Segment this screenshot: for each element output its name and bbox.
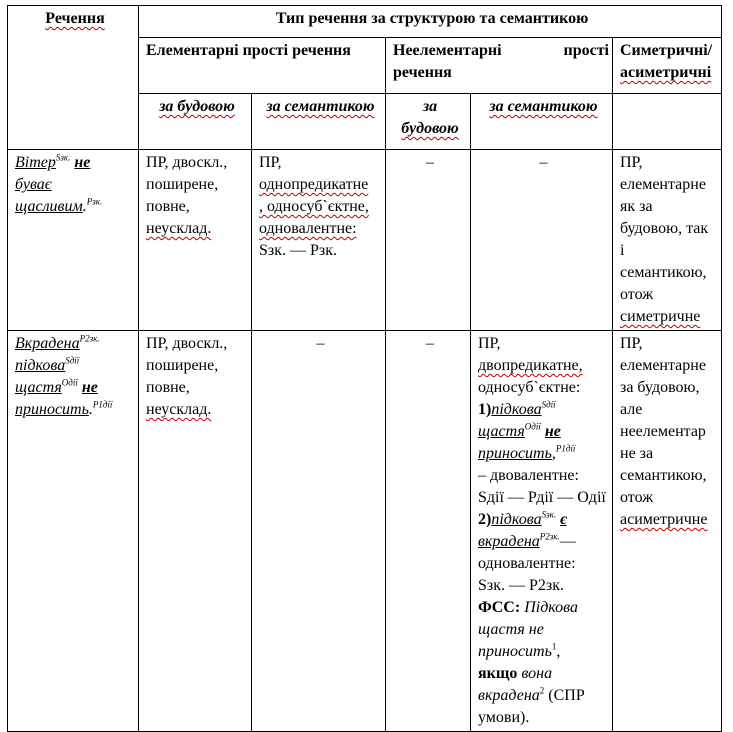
header-sem-1-cell: [252, 94, 386, 150]
row2-build-cell: [139, 331, 252, 732]
header-elementary-cell: [139, 38, 386, 94]
row2-ns-fss-5: вкрадена: [478, 687, 540, 704]
header-build-2b: будовою: [401, 120, 459, 137]
header-sem-1: за семантикою: [266, 98, 375, 115]
row1-build-line-3: повне,: [146, 198, 190, 215]
header-build-1: за будовою: [159, 98, 235, 115]
header-elementary: Елементарні прості речення: [146, 42, 351, 59]
row2-ns-l4: – двовалентне:: [478, 467, 579, 484]
row2-ns-n2-m1: Sзк.: [541, 509, 557, 520]
row2-nonel-sem-cell: ПР, двопредикатне, односуб`єктне: 1)підкова$^{Sдії}$ щастя$^{Одії}$ не приносить,$^{Р1дії}$ – двовалентне: Sдії — Рдії — Oдії 2)підкова$^{Sзк.}$ є вкрадена$^{Р2зк.}$— одновалентне: Sзк. — Р2зк. ФСС: Підкова щастя не приносить$^1$, якщо вона вкрадена$^2$ (СПР умови).: [471, 331, 613, 732]
row2-ns-n1-w1: підкова: [491, 401, 542, 418]
row2-word-4: не: [81, 379, 98, 396]
row1-sym-cell: [613, 150, 722, 331]
row2-ns-n1-w3: не: [544, 423, 561, 440]
row2-nonel-build-cell: [386, 331, 471, 732]
row2-sym-line-8: отож: [620, 489, 654, 506]
sentence-analysis-table: [7, 5, 722, 732]
row1-sem-cell: [252, 150, 386, 331]
row2-sym-line-2: елементарне: [620, 357, 706, 374]
row1-sem-line-5: Sзк. — Рзк.: [259, 242, 337, 259]
table-row: [8, 331, 722, 732]
header-type-cell: [139, 6, 722, 38]
row1-word-2: не: [74, 154, 91, 171]
header-build-2a: за: [422, 98, 438, 115]
header-build-2-cell: [386, 94, 471, 150]
header-row-1: [8, 6, 722, 38]
row2-mark-2: Sдії: [65, 355, 80, 366]
row1-build-line-2: поширене,: [146, 176, 219, 193]
row2-ns-l7: Sзк. — Р2зк.: [478, 577, 564, 594]
row1-nonel-build-cell: [386, 150, 471, 331]
row2-mark-1: Р2зк.: [79, 333, 100, 344]
row2-ns-fss-label: ФСС:: [478, 599, 521, 616]
row2-ns-fss-3: приносить: [478, 643, 552, 660]
row1-sentence-cell: Вітер$^{Sзк.}$ не буває щасливим.$^{Рзк.}$: [8, 150, 139, 331]
row2-ns-fss-2: щастя не: [478, 621, 544, 638]
header-nonelementary-b: прості: [563, 42, 609, 59]
row1-build-cell: [139, 150, 252, 331]
row1-word-1: Вітер: [15, 154, 56, 171]
row2-mark-4: Р1дії: [92, 399, 113, 410]
table-row: [8, 150, 722, 331]
row1-mark-1: Sзк.: [55, 152, 71, 163]
row1-nonel-sem: –: [539, 154, 548, 171]
row2-ns-fss-4: вона: [521, 665, 553, 682]
header-sem-2: за семантикою: [489, 98, 598, 115]
row2-ns-n1-m3: Р1дії: [555, 443, 576, 454]
row1-sym-line-3: як за: [620, 198, 653, 215]
header-sentences-cell: [8, 6, 139, 150]
row2-sem: –: [316, 335, 325, 352]
row2-word-2: підкова: [15, 357, 66, 374]
row2-build-line-1: ПР, двоскл.,: [146, 335, 228, 352]
row1-word-4: щасливим: [15, 198, 83, 215]
row2-ns-n2: 2): [478, 511, 492, 528]
row1-word-3: буває: [15, 176, 52, 193]
row1-sym-line-2: елементарне: [620, 176, 706, 193]
row2-word-5: приносить: [15, 401, 89, 418]
row2-sym-line-1: ПР,: [620, 335, 643, 352]
row1-sym-line-7: отож: [620, 286, 654, 303]
row2-ns-n2-m2: Р2зк.: [539, 531, 560, 542]
row2-ns-n2-w1: підкова: [491, 511, 542, 528]
row2-nonel-build: –: [426, 335, 434, 352]
row2-ns-l2: двопредикатне,: [478, 357, 583, 374]
row2-ns-n1: 1): [478, 401, 492, 418]
row1-sym-line-6: семантикою,: [620, 264, 707, 281]
row2-ns-n2-w3: вкрадена: [478, 533, 540, 550]
header-nonelementary-a: Неелементарні: [393, 42, 502, 59]
row2-ns-n1-m1: Sдії: [541, 399, 556, 410]
row2-word-1: Вкрадена: [15, 335, 80, 352]
row2-build-line-4: неусклад.: [146, 401, 212, 418]
row1-nonel-build: –: [426, 154, 434, 171]
header-symmetric-cell: [613, 38, 722, 94]
row2-ns-n1-m2: Одії: [524, 421, 541, 432]
row1-sym-line-4: будовою, так: [620, 220, 709, 237]
row2-sym-line-4: але: [620, 401, 643, 418]
row1-build-line-4: неусклад.: [146, 220, 212, 237]
row2-ns-n1-w4: приносить: [478, 445, 552, 462]
row2-sym-line-9: асиметричне: [620, 511, 708, 528]
row1-sym-line-1: ПР,: [620, 154, 643, 171]
row2-sym-line-7: семантикою,: [620, 467, 707, 484]
row2-ns-n2-dash: —: [559, 533, 576, 550]
row2-ns-fss-7: умови).: [478, 709, 530, 726]
row2-ns-fss-1: Підкова: [524, 599, 578, 616]
row2-sym-line-3: за будовою,: [620, 379, 700, 396]
row1-sym-line-8: симетричне: [620, 308, 701, 325]
row1-nonel-sem-cell: [471, 150, 613, 331]
header-nonelementary-cell: [386, 38, 613, 94]
row1-sym-line-5: і: [620, 242, 625, 259]
header-type: Тип речення за структурою та семантикою: [275, 10, 589, 27]
header-symmetric-a: Симетричні/: [620, 42, 713, 59]
row2-mark-3: Одії: [61, 377, 78, 388]
row2-sym-line-6: не за: [620, 445, 654, 462]
row2-ns-l6: одновалентне:: [478, 555, 576, 572]
row1-mark-2: Рзк.: [86, 196, 103, 207]
row1-sem-line-1: ПР,: [259, 154, 282, 171]
row2-ns-n1-w2: щастя: [478, 423, 525, 440]
row2-ns-fss-if: якщо: [478, 665, 518, 682]
row2-build-line-3: повне,: [146, 379, 190, 396]
row1-build-line-1: ПР, двоскл.,: [146, 154, 228, 171]
row2-ns-l5: Sдії — Рдії — Oдії: [478, 489, 606, 506]
row2-ns-fss-m2: 2: [539, 685, 545, 696]
row2-sym-cell: [613, 331, 722, 732]
row1-sem-line-3: , односуб`єктне,: [259, 198, 369, 215]
row2-ns-fss-m1: 1: [551, 641, 557, 652]
row2-build-line-2: поширене,: [146, 357, 219, 374]
header-nonelementary-c: речення: [393, 64, 452, 81]
header-symmetric-b: асиметричні: [620, 64, 712, 81]
row2-ns-l3: односуб`єктне:: [478, 379, 581, 396]
header-sentences: Речення: [45, 10, 105, 27]
row2-word-3: щастя: [15, 379, 62, 396]
row2-ns-fss-6: (СПР: [548, 687, 585, 704]
row2-ns-n2-w2: є: [560, 511, 567, 528]
row1-sem-line-4: одновалентне:: [259, 220, 357, 237]
row2-ns-l1: ПР,: [478, 335, 501, 352]
header-build-1-cell: [139, 94, 252, 150]
row2-sentence-cell: Вкрадена$^{Р2зк.}$ підкова$^{Sдії}$ щастя$^{Одії}$ не приносить.$^{Р1дії}$: [8, 331, 139, 732]
row2-sym-line-5: неелементар: [620, 423, 706, 440]
row2-sem-cell: [252, 331, 386, 732]
header-sem-2-cell: [471, 94, 613, 150]
row1-sem-line-2: однопредикатне: [259, 176, 369, 193]
header-empty-cell: [613, 94, 722, 150]
